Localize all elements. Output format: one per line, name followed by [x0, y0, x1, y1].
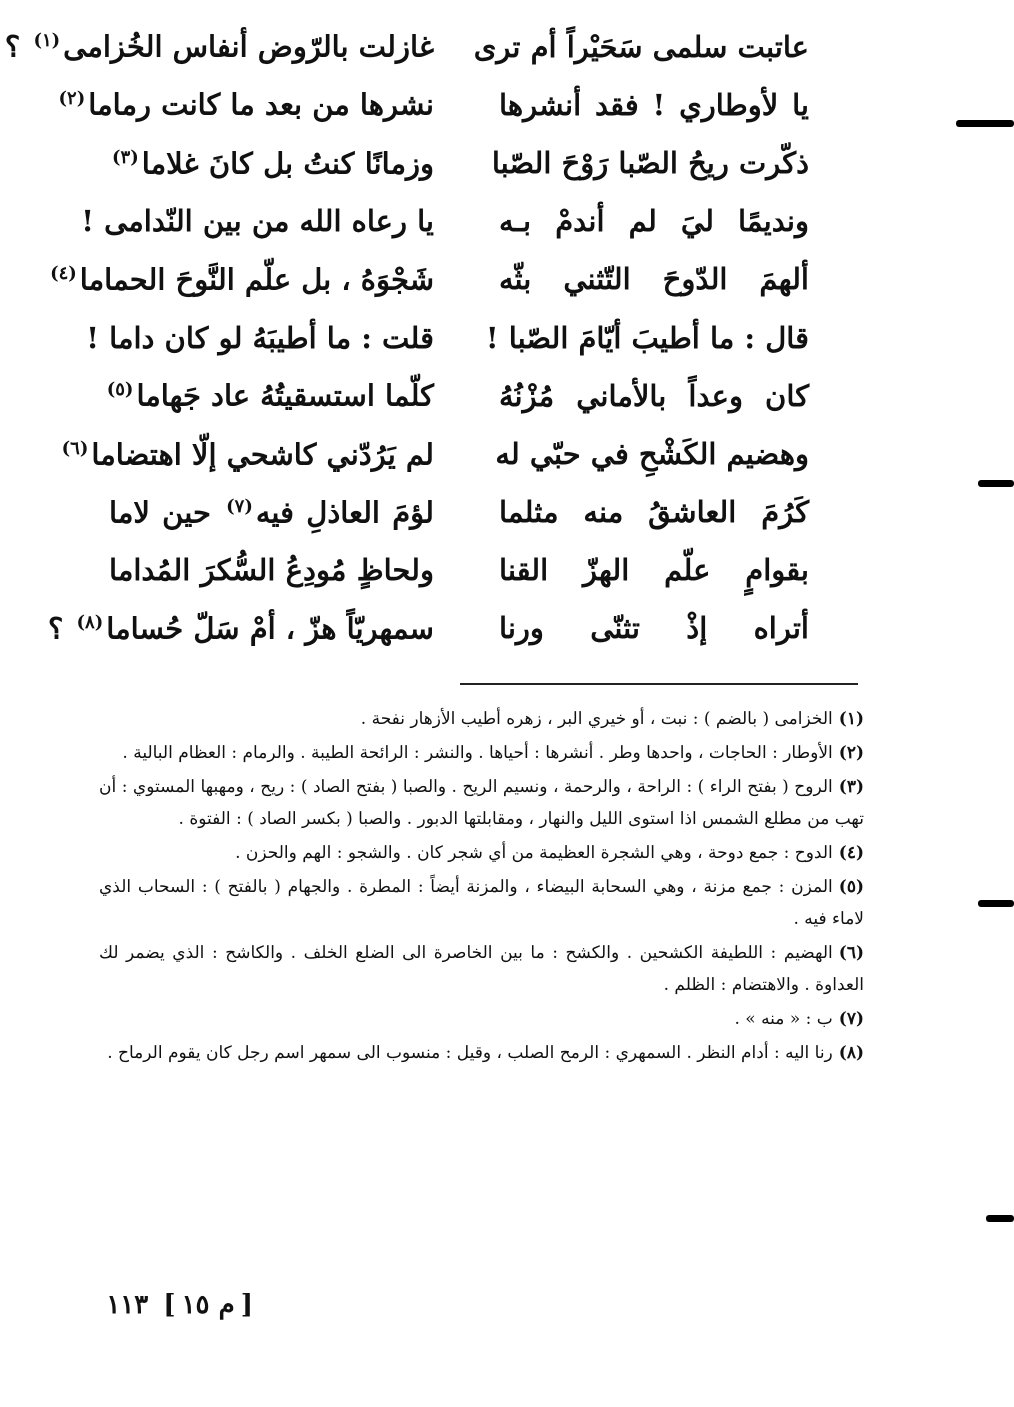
verse-second-hemistich [47, 611, 434, 646]
footnote-number: (٧) [838, 1009, 864, 1029]
verse-second-hemistich [86, 320, 434, 355]
verse-second-hemistich [50, 262, 434, 297]
verse-second-hemistich [4, 29, 434, 64]
footnote-text: الروح ( بفتح الراء ) : الراحة ، والرحمة ، ونسيم الريح . والصبا ( بفتح الصاد ) : ريح ، ومهبها المستوي : أن تهب من مطلع الشمس اذا استوى الليل والنهار ، ومقابلتها الدبور . والصبا ( بكسر الصاد ) : الفتوة . [99, 777, 864, 829]
scan-mark [978, 480, 1014, 487]
scan-mark [986, 1215, 1014, 1222]
hemistich-text: غازلت بالرّوض أنفاس الخُزامى [63, 29, 434, 64]
hemistich-text: وزمانًا كنتُ بل كانَ غلاما [141, 146, 434, 181]
hemistich-text: نشرها من بعد ما كانت رماما [88, 88, 434, 123]
verse-ending: ؟ [47, 611, 64, 646]
verse-second-hemistich [81, 204, 434, 239]
verse-first-hemistich: ذكّرت ريحُ الصّبا رَوْحَ الصّبا [491, 145, 809, 180]
verse [50, 251, 809, 309]
footnote-number: (٦) [838, 943, 864, 963]
footnote-text: المزن : جمع مزنة ، وهي السحابة البيضاء ، والمزنة أيضاً : المطرة . والجهام ( بالفتح ) : السحاب الذي لاماء فيه . [99, 877, 864, 929]
footnote-number: (٥) [838, 877, 864, 897]
hemistich-text: شَجْوَهُ ، بل علّم النَّوحَ الحماما [79, 262, 434, 297]
footnote-reference: (٨) [76, 612, 104, 634]
verse [47, 600, 809, 658]
scan-mark [956, 120, 1014, 127]
verse-second-hemistich [58, 88, 434, 123]
verse-first-hemistich: بقوامٍ علّم الهزّ القنا [499, 553, 809, 588]
footnote-number: (٨) [838, 1043, 864, 1063]
hemistich-text: لم يَرُدّني كاشحي إلّا اهتضاما [91, 437, 434, 472]
footnote-reference: (٥) [106, 379, 134, 401]
verse-second-hemistich [109, 553, 434, 588]
footnote-reference: (٧) [226, 495, 253, 517]
verse-ending: ! [81, 204, 94, 239]
footnote-text: الأوطار : الحاجات ، واحدها وطر . أنشرها : أحياها . والنشر : الرائحة الطيبة . والرمام : العظام البالية . [122, 743, 833, 763]
footnote-reference: (٤) [50, 263, 77, 285]
verse-first-hemistich: ألهمَ الدّوحَ التّثني بثّه [499, 262, 809, 297]
footnote-text: رنا اليه : أدام النظر . السمهري : الرمح الصلب ، وقيل : منسوب الى سمهر اسم رجل كان يقوم الرماح . [107, 1043, 833, 1063]
footnote-number: (٤) [838, 843, 864, 863]
verse-first-hemistich: وهضيم الكَشْحِ في حبّي له [495, 436, 809, 471]
footnote-reference: (٣) [112, 146, 139, 168]
footnote-separator [460, 683, 858, 685]
verse [109, 542, 809, 600]
footnote [99, 737, 864, 769]
verse [4, 18, 809, 76]
footnote [99, 771, 864, 835]
verse-ending: ! [86, 320, 99, 355]
footnote-number: (١) [838, 709, 864, 729]
footnote-number: (٣) [838, 777, 864, 797]
footnote-text: الهضيم : اللطيفة الكشحين . والكشح : ما بين الخاصرة الى الضلع الخلف . والكاشح : الذي يضمر لك العداوة . والاهتضام : الظلم . [99, 943, 864, 995]
verse-first-hemistich: ونديمًا ليَ لم أندمْ بـه [499, 204, 809, 239]
hemistich-text: ولحاظٍ مُودِعُ السُّكرَ المُداما [109, 553, 434, 588]
verse-ending: حين لاما [109, 495, 211, 530]
footnote [99, 837, 864, 869]
verse-first-hemistich: كان وعداً بالأماني مُزْنُهُ [499, 378, 809, 413]
verse-second-hemistich [109, 495, 434, 530]
page-footer [106, 1290, 259, 1320]
verse-first-hemistich: أتراه إذْ تثنّى ورنا [499, 611, 809, 646]
footnote [99, 1037, 864, 1069]
verse-first-hemistich: يا لأوطاري ! فقد أنشرها [499, 87, 809, 122]
hemistich-text: قلت : ما أطيبَهُ لو كان داما [109, 320, 434, 355]
verse [81, 193, 809, 251]
verse [58, 76, 809, 134]
hemistich-text: كلّما استسقيتُهُ عاد جَهاما [136, 379, 434, 414]
footnote-number: (٢) [838, 743, 864, 763]
footnote-reference: (٦) [61, 437, 89, 459]
hemistich-text: لؤمَ العاذلِ فيه [255, 495, 434, 530]
scan-mark [978, 900, 1014, 907]
verse-first-hemistich: عاتبت سلمى سَحَيْراً أم ترى [473, 29, 809, 64]
page-number: ١١٣ [106, 1290, 149, 1320]
footnotes [99, 703, 864, 1069]
verse [109, 484, 809, 542]
verse-second-hemistich [109, 146, 434, 181]
verse-second-hemistich [61, 437, 434, 472]
hemistich-text: يا رعاه الله من بين النّدامى [104, 204, 434, 239]
footnote-reference: (٢) [58, 88, 86, 110]
verse-first-hemistich: كَرُمَ العاشقُ منه مثلما [499, 495, 809, 530]
footnote [99, 703, 864, 735]
hemistich-text: سمهريّاً هزّ ، أمْ سَلّ حُساما [106, 611, 434, 646]
footnote [99, 937, 864, 1001]
footnote-text: الخزامى ( بالضم ) : نبت ، أو خيري البر ، زهره أطيب الأزهار نفحة . [360, 709, 833, 729]
verse [61, 425, 809, 483]
footnote-text: الدوح : جمع دوحة ، وهي الشجرة العظيمة من أي شجر كان . والشجو : الهم والحزن . [235, 843, 833, 863]
signature-mark: [م ١٥] [163, 1290, 253, 1320]
footnote [99, 871, 864, 935]
verse [109, 134, 809, 192]
footnote [99, 1003, 864, 1035]
footnote-reference: (١) [33, 30, 61, 52]
verse-second-hemistich [106, 379, 434, 414]
verse [86, 309, 809, 367]
verse [106, 367, 809, 425]
verse-first-hemistich: قال : ما أطيبَ أيّامَ الصّبا ! [485, 320, 809, 355]
footnote-text: ب : « منه » . [734, 1009, 833, 1029]
poem [4, 18, 809, 658]
verse-ending: ؟ [4, 29, 21, 64]
